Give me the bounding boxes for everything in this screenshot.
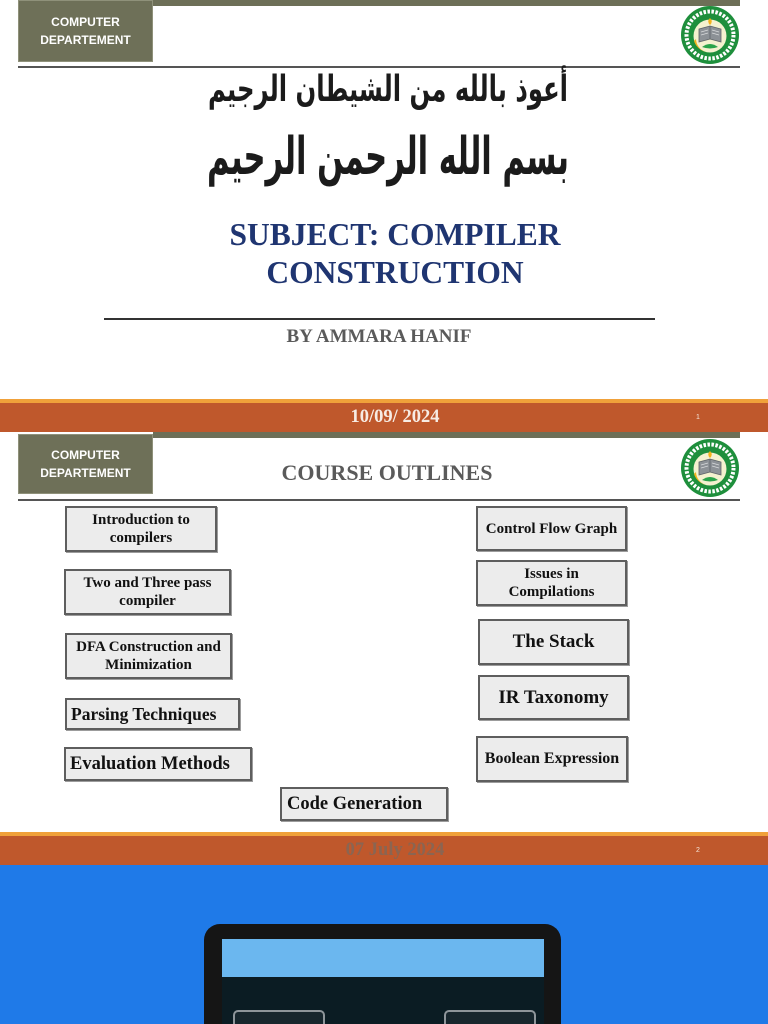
basmala-text: بسم الله الرحمن الرحيم <box>207 127 569 187</box>
slide-title-line1: SUBJECT: COMPILER <box>229 217 561 252</box>
topic-box: Two and Three pass compiler <box>64 569 231 615</box>
topic-box: The Stack <box>478 619 629 665</box>
slide-title-line2: CONSTRUCTION <box>266 255 524 290</box>
topic-box: IR Taxonomy <box>478 675 629 720</box>
university-seal-icon <box>680 438 740 498</box>
slide-title: COURSE OUTLINES <box>281 460 493 485</box>
author-name: BY AMMARA HANIF <box>286 326 472 347</box>
department-label-line1: COMPUTER <box>51 448 120 462</box>
department-label-line2: DEPARTEMENT <box>40 466 131 480</box>
topic-box: Parsing Techniques <box>65 698 240 730</box>
device-screen-button-right <box>444 1010 536 1024</box>
footer-date: 07 July 2024 <box>345 840 445 860</box>
topic-box: Boolean Expression <box>476 736 628 782</box>
arabic-invocation <box>200 68 742 196</box>
department-badge <box>18 434 153 494</box>
topic-box: Code Generation <box>280 787 448 821</box>
device-screen-header <box>222 939 544 977</box>
slide-title <box>145 216 645 292</box>
header-strip <box>153 432 740 438</box>
topic-box: Control Flow Graph <box>476 506 627 551</box>
department-label-line2: DEPARTEMENT <box>40 33 131 47</box>
slide-2 <box>0 432 768 865</box>
taawwudh-text: أعوذ بالله من الشيطان الرجيم <box>208 69 742 110</box>
promo-banner <box>0 865 768 1024</box>
topic-box: DFA Construction and Minimization <box>65 633 232 679</box>
topic-box: Evaluation Methods <box>64 747 252 781</box>
footer-date: 10/09/ 2024 <box>350 407 440 427</box>
slide-1 <box>0 0 768 432</box>
topic-box: Issues in Compilations <box>476 560 627 606</box>
page-number: 2 <box>696 847 700 854</box>
university-seal-icon <box>680 5 740 65</box>
device-screen-button-left <box>233 1010 325 1024</box>
department-badge <box>18 0 153 62</box>
header-divider <box>18 499 740 501</box>
header-strip <box>153 0 740 6</box>
topic-box: Introduction to compilers <box>65 506 217 552</box>
title-divider <box>104 318 655 320</box>
page-number: 1 <box>696 414 700 421</box>
department-label-line1: COMPUTER <box>51 15 120 29</box>
